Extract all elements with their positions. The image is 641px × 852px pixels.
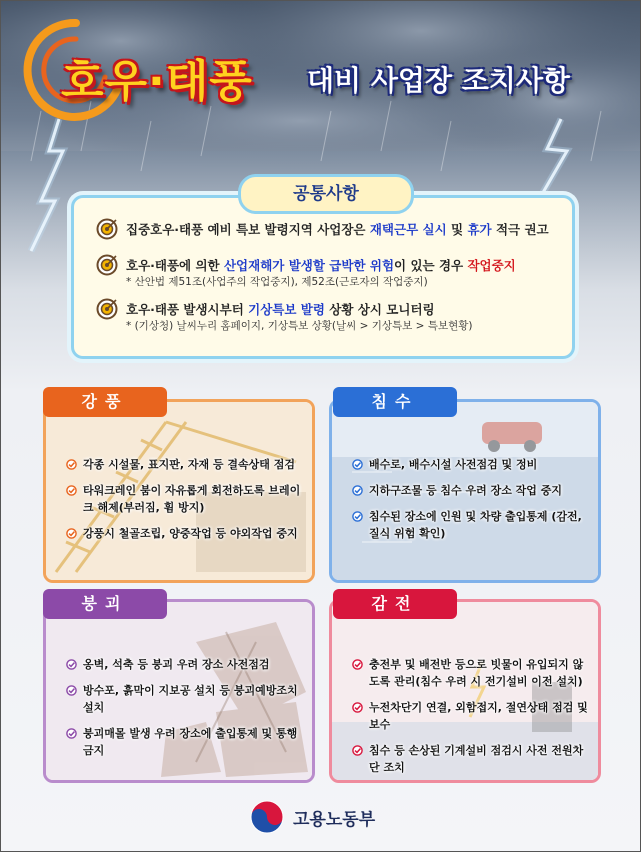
- footer: [249, 797, 409, 837]
- common-item-text: 집중호우·태풍 예비 특보 발령지역 사업장은 재택근무 실시 및 휴가 적극 권고: [126, 222, 549, 237]
- common-item-text: 호우·태풍 발생시부터 기상특보 발령 상황 상시 모니터링: [126, 302, 435, 317]
- card-item-list: [352, 456, 592, 551]
- card-strong-wind: [43, 399, 315, 583]
- check-icon: [66, 485, 77, 496]
- card-item-list: [66, 456, 306, 551]
- page-subtitle: 대비 사업장 조치사항: [307, 64, 570, 97]
- check-icon: [66, 728, 77, 739]
- list-item: 지하구조물 등 침수 우려 장소 작업 중지: [352, 482, 592, 499]
- common-section: [71, 195, 575, 359]
- check-icon: [352, 702, 363, 713]
- card-title-strong-wind: 강풍: [43, 387, 167, 417]
- list-item: 침수 등 손상된 기계설비 점검시 사전 전원차단 조치: [352, 742, 592, 776]
- list-item: 타워크레인 붐이 자유롭게 회전하도록 브레이크 해제(부러짐, 휨 방지): [66, 482, 306, 516]
- list-item: 충전부 및 배전반 등으로 빗물이 유입되지 않도록 관리(침수 우려 시 전기설비 이전 설치): [352, 656, 592, 690]
- list-item: 배수로, 배수시설 사전점검 및 정비: [352, 456, 592, 473]
- common-section-label: 공통사항: [238, 174, 414, 214]
- list-item: 침수된 장소에 인원 및 차량 출입통제 (감전, 질식 위험 확인): [352, 508, 592, 542]
- card-collapse: [43, 599, 315, 783]
- check-icon: [352, 459, 363, 470]
- common-item-text: 호우·태풍에 의한 산업재해가 발생할 급박한 위험이 있는 경우 작업중지: [126, 258, 516, 273]
- list-item: 옹벽, 석축 등 붕괴 우려 장소 사전점검: [66, 656, 306, 673]
- common-item-note: * 산안법 제51조(사업주의 작업중지), 제52조(근로자의 작업중지): [126, 276, 428, 288]
- check-icon: [66, 528, 77, 539]
- check-icon: [352, 485, 363, 496]
- header: [1, 1, 640, 131]
- list-item: 붕괴매몰 발생 우려 장소에 출입통제 및 통행금지: [66, 725, 306, 759]
- check-icon: [66, 685, 77, 696]
- check-icon: [352, 511, 363, 522]
- card-electrocution: [329, 599, 601, 783]
- list-item: 방수포, 흙막이 지보공 설치 등 붕괴예방조치 설치: [66, 682, 306, 716]
- check-icon: [352, 659, 363, 670]
- card-title-collapse: 붕괴: [43, 589, 167, 619]
- taegeuk-logo-icon: [249, 799, 285, 835]
- common-item-note: * (기상청) 날씨누리 홈페이지, 기상특보 상황(날씨 > 기상특보 > 특보현황): [126, 320, 473, 332]
- list-item: 강풍시 철골조립, 양중작업 등 야외작업 중지: [66, 525, 306, 542]
- page-title: 호우·태풍: [61, 56, 253, 107]
- org-name: 고용노동부: [293, 810, 376, 830]
- check-icon: [66, 659, 77, 670]
- card-title-electrocution: 감전: [333, 589, 457, 619]
- card-item-list: [66, 656, 306, 768]
- card-item-list: [352, 656, 592, 783]
- target-icon: [96, 218, 118, 240]
- card-flooding: [329, 399, 601, 583]
- target-icon: [96, 254, 118, 276]
- list-item: 누전차단기 연결, 외함접지, 절연상태 점검 및 보수: [352, 699, 592, 733]
- list-item: 각종 시설물, 표지판, 자재 등 결속상태 점검: [66, 456, 306, 473]
- card-title-flooding: 침수: [333, 387, 457, 417]
- target-icon: [96, 298, 118, 320]
- check-icon: [352, 745, 363, 756]
- check-icon: [66, 459, 77, 470]
